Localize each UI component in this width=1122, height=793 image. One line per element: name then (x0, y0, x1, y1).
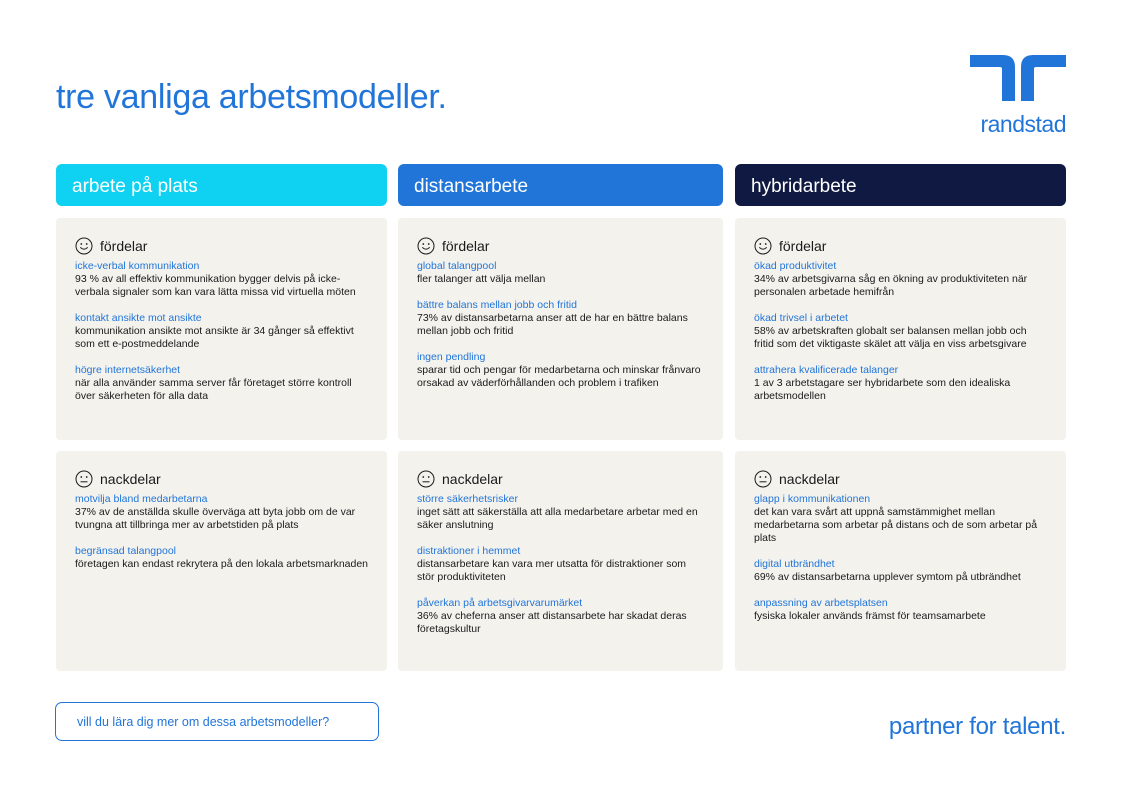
item-title: högre internetsäkerhet (75, 364, 181, 376)
list-item (417, 351, 705, 390)
item-title: bättre balans mellan jobb och fritid (417, 299, 577, 311)
pros-label: fördelar (442, 238, 490, 254)
item-text: distansarbetare kan vara mer utsatta för distraktioner som stör produktiviteten (417, 558, 687, 583)
tagline: partner for talent. (888, 713, 1066, 740)
item-title: ökad trivsel i arbetet (754, 312, 848, 324)
item-title: anpassning av arbetsplatsen (754, 597, 888, 609)
item-title: attrahera kvalificerade talanger (754, 364, 899, 376)
column-header-hybrid: hybridarbete (735, 164, 1066, 206)
list-item (75, 260, 369, 299)
list-item (417, 545, 705, 584)
item-text: när alla använder samma server får företaget större kontroll över säkerheten för alla data (75, 377, 352, 402)
item-text: 1 av 3 arbetstagare ser hybridarbete som den idealiska arbetsmodellen (754, 377, 1011, 402)
pros-card-hybrid (735, 218, 1066, 440)
cons-label: nackdelar (100, 471, 161, 487)
list-item (754, 312, 1048, 351)
pros-card-remote (398, 218, 723, 440)
list-item (75, 364, 369, 403)
smiley-happy-icon (754, 237, 772, 255)
item-text: kommunikation ansikte mot ansikte är 34 gånger så effektivt som ett e-postmeddelande (75, 325, 354, 350)
item-title: motvilja bland medarbetarna (75, 493, 208, 505)
smiley-neutral-icon (75, 470, 93, 488)
item-title: glapp i kommunikationen (754, 493, 871, 505)
randstad-logo (970, 55, 1066, 135)
smiley-happy-icon (417, 237, 435, 255)
item-title: påverkan på arbetsgivarvarumärket (417, 597, 583, 609)
item-text: sparar tid och pengar för medarbetarna och minskar frånvaro orsakad av väderförhållanden och problem i trafiken (417, 364, 701, 389)
list-item (417, 260, 705, 286)
cons-label: nackdelar (442, 471, 503, 487)
list-item (754, 597, 1048, 623)
item-text: 93 % av all effektiv kommunikation bygger delvis på icke-verbala signaler som kan vara lätta missa vid virtuella möten (75, 273, 356, 298)
learn-more-button[interactable]: vill du lära dig mer om dessa arbetsmodeller? (55, 702, 379, 741)
item-title: större säkerhetsrisker (417, 493, 518, 505)
cons-card-hybrid (735, 451, 1066, 671)
smiley-happy-icon (75, 237, 93, 255)
cons-label: nackdelar (779, 471, 840, 487)
list-item (754, 493, 1048, 545)
list-item (754, 558, 1048, 584)
item-title: ökad produktivitet (754, 260, 837, 272)
list-item (75, 312, 369, 351)
item-title: ingen pendling (417, 351, 486, 363)
logo-wordmark: randstad (980, 111, 1066, 137)
item-title: global talangpool (417, 260, 497, 272)
item-text: 58% av arbetskraften globalt ser balansen mellan jobb och fritid som det viktigaste skälet att välja en viss arbetsgivare (754, 325, 1027, 350)
list-item (417, 299, 705, 338)
item-title: icke-verbal kommunikation (75, 260, 200, 272)
pros-label: fördelar (100, 238, 148, 254)
pros-label: fördelar (779, 238, 827, 254)
column-header-on-site: arbete på plats (56, 164, 387, 206)
list-item (754, 364, 1048, 403)
column-header-remote: distansarbete (398, 164, 723, 206)
list-item (417, 493, 705, 532)
list-item (754, 260, 1048, 299)
list-item (75, 545, 369, 571)
pros-card-on-site (56, 218, 387, 440)
smiley-neutral-icon (754, 470, 772, 488)
item-text: fysiska lokaler används främst för teamsamarbete (754, 610, 986, 622)
item-text: fler talanger att välja mellan (417, 273, 546, 285)
cons-card-remote (398, 451, 723, 671)
smiley-neutral-icon (417, 470, 435, 488)
item-text: inget sätt att säkerställa att alla medarbetare arbetar med en säker anslutning (417, 506, 698, 531)
item-text: 36% av cheferna anser att distansarbete har skadat deras företagskultur (417, 610, 687, 635)
item-text: 37% av de anställda skulle överväga att byta jobb om de var tvungna att tillbringa mer av arbetstiden på plats (75, 506, 356, 531)
item-text: 69% av distansarbetarna upplever symtom på utbrändhet (754, 571, 1021, 583)
list-item (417, 597, 705, 636)
item-title: distraktioner i hemmet (417, 545, 521, 557)
page-title: tre vanliga arbetsmodeller. (56, 78, 447, 116)
item-text: 73% av distansarbetarna anser att de har en bättre balans mellan jobb och fritid (417, 312, 688, 337)
item-title: begränsad talangpool (75, 545, 177, 557)
item-text: 34% av arbetsgivarna såg en ökning av produktiviteten när personalen arbetade hemifrån (754, 273, 1028, 298)
list-item (75, 493, 369, 532)
item-title: digital utbrändhet (754, 558, 835, 570)
item-text: företagen kan endast rekrytera på den lokala arbetsmarknaden (75, 558, 369, 570)
randstad-logo-icon (970, 55, 1066, 103)
cons-card-on-site (56, 451, 387, 671)
item-text: det kan vara svårt att uppnå samstämmighet mellan medarbetarna som arbetar på distans och de som arbetar på plats (754, 506, 1038, 544)
item-title: kontakt ansikte mot ansikte (75, 312, 202, 324)
